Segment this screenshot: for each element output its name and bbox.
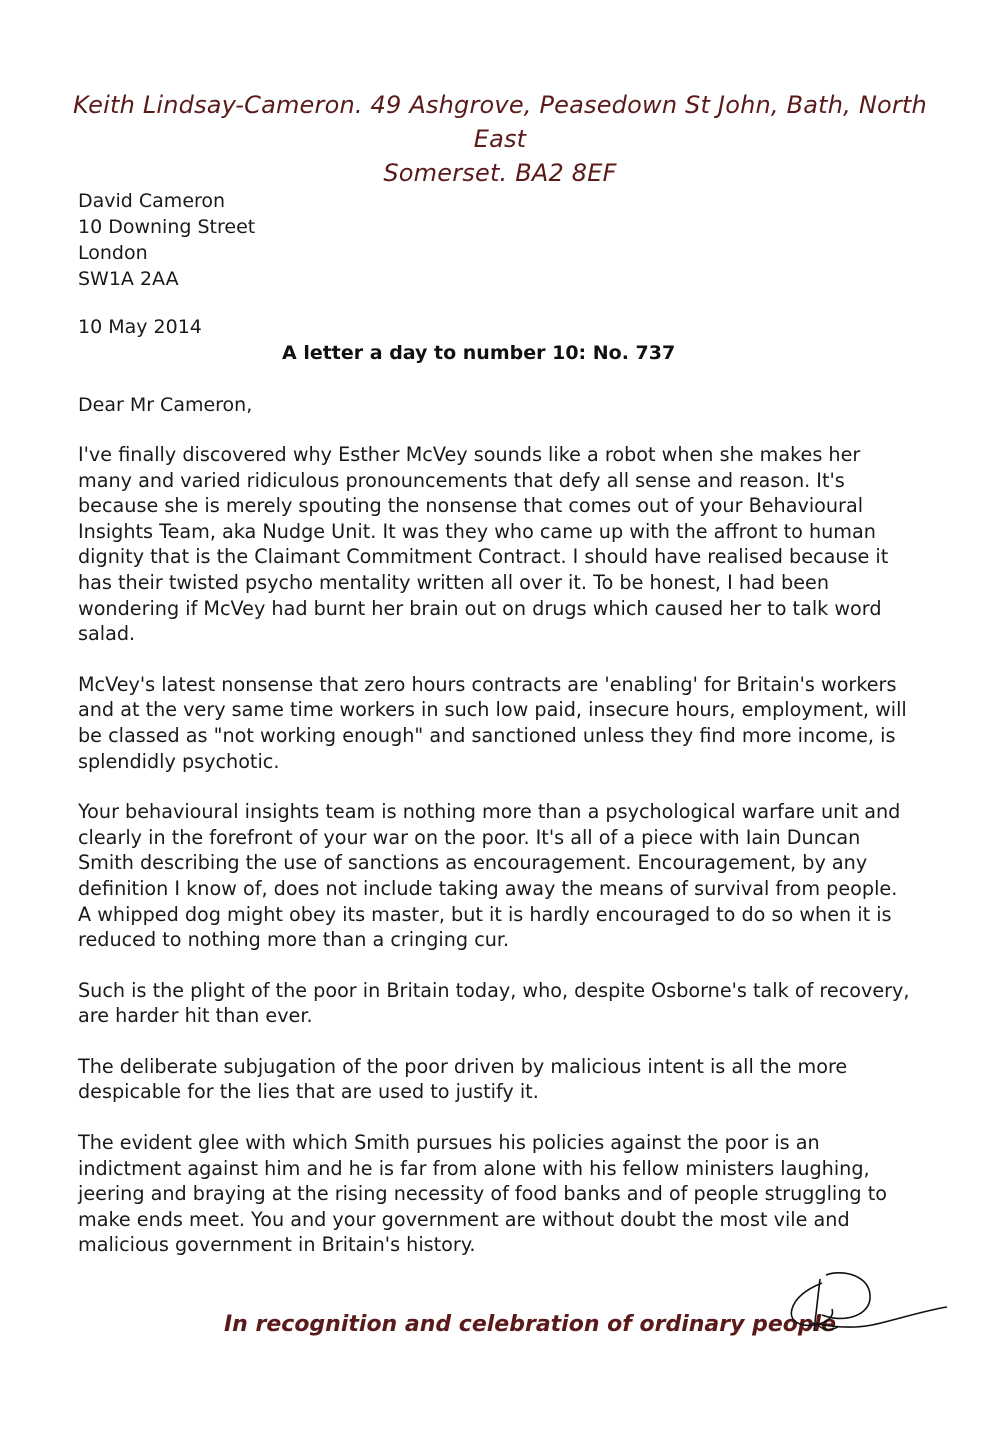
recipient-address [78,188,255,292]
salutation: Dear Mr Cameron, [78,394,253,416]
body-paragraph: The deliberate subjugation of the poor driven by malicious intent is all the more despicable for the lies that are used to justify it. [78,1054,848,1104]
letter-body [78,442,914,1283]
body-paragraph: I've finally discovered why Esther McVey sounds like a robot when she makes her many and varied ridiculous pronouncements that defy all sense and reason. It's because she is merely spouting the nonsense that comes out of your Behavioural Insights Team, aka Nudge Unit. It was they who came up with the affront to human dignity that is the Claimant Commitment Contract. I should have realised because it has their twisted psycho mentality written all over it. To be honest, I had been wondering if McVey had burnt her brain out on drugs which caused her to talk word salad. [78,443,889,646]
recipient-street: 10 Downing Street [78,216,256,238]
letterhead-line-2: Somerset. BA2 8EF [383,159,617,187]
body-paragraph: McVey's latest nonsense that zero hours contracts are 'enabling' for Britain's workers and at the very same time workers in such low paid, insecure hours, employment, will be classed as "not working enough" and sanctioned unless they find more income, is splendidly psychotic. [78,672,907,773]
recipient-name: David Cameron [78,190,226,212]
body-paragraph: Your behavioural insights team is nothing more than a psychological warfare unit and clearly in the forefront of your war on the poor. It's all of a piece with Iain Duncan Smith describing the use of sanctions as encouragement. Encouragement, by any definition I know of, does not include taking away the means of survival from people. A whipped dog might obey its master, but it is hardly encouraged to do so when it is reduced to nothing more than a cringing cur. [78,800,901,952]
body-paragraph: The evident glee with which Smith pursues his policies against the poor is an indictment against him and he is far from alone with his fellow ministers laughing, jeering and braying at the rising necessity of food banks and of people struggling to make ends meet. You and your government are without doubt the most vile and malicious government in Britain's history. [78,1131,887,1257]
recipient-postcode: SW1A 2AA [78,268,179,290]
letterhead-line-1: Keith Lindsay-Cameron. 49 Ashgrove, Peasedown St John, Bath, North East [73,91,927,153]
handwritten-signature [782,1265,952,1345]
body-paragraph: Such is the plight of the poor in Britain today, who, despite Osborne's talk of recovery, are harder hit than ever. [78,978,910,1028]
letter-date: 10 May 2014 [78,316,202,338]
letterhead [60,88,940,190]
footer-text: In recognition and celebration of ordinary people [224,1312,837,1337]
letter-subject: A letter a day to number 10: No. 737 [282,342,676,364]
recipient-city: London [78,242,148,264]
